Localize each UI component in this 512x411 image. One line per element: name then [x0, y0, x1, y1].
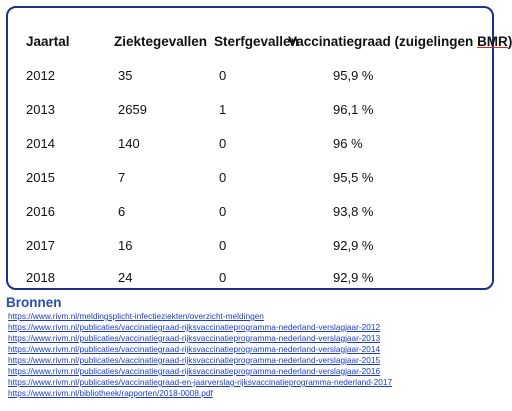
- header-deaths: Sterfgevallen: [214, 34, 299, 49]
- row-2014-deaths: 0: [219, 136, 227, 151]
- row-2014-cases: 140: [118, 136, 140, 151]
- row-2016-deaths: 0: [219, 204, 227, 219]
- row-2012-cases: 35: [118, 68, 133, 83]
- row-2017-deaths: 0: [219, 238, 227, 253]
- sources-list: [8, 311, 392, 399]
- row-2013-year: 2013: [26, 102, 55, 117]
- row-2015-year: 2015: [26, 170, 55, 185]
- header-vaccination: [288, 34, 512, 49]
- row-2015-cases: 7: [118, 170, 126, 185]
- source-link-2016[interactable]: https://www.rivm.nl/publicaties/vaccinatiegraad-rijksvaccinatieprogramma-nederland-verslagjaar-2016: [8, 366, 381, 376]
- header-vaccination-suffix: ): [507, 34, 512, 49]
- source-link-2017[interactable]: https://www.rivm.nl/publicaties/vaccinatiegraad-en-jaarverslag-rijksvaccinatieprogramma-nederland-2017: [8, 377, 393, 387]
- row-2012-year: 2012: [26, 68, 55, 83]
- row-2016-cases: 6: [118, 204, 126, 219]
- row-2014-year: 2014: [26, 136, 55, 151]
- row-2016-year: 2016: [26, 204, 55, 219]
- header-vaccination-bmr: BMR: [477, 34, 508, 49]
- row-2012-deaths: 0: [219, 68, 227, 83]
- row-2016-vacc: 93,8 %: [333, 204, 374, 219]
- sources-title: Bronnen: [6, 295, 62, 310]
- row-2013-cases: 2659: [118, 102, 147, 117]
- row-2017-year: 2017: [26, 238, 55, 253]
- source-link-2014[interactable]: https://www.rivm.nl/publicaties/vaccinatiegraad-rijksvaccinatieprogramma-nederland-verslagjaar-2014: [8, 344, 381, 354]
- header-cases: Ziektegevallen: [114, 34, 208, 49]
- source-link-2013[interactable]: https://www.rivm.nl/publicaties/vaccinatiegraad-rijksvaccinatieprogramma-nederland-verslagjaar-2013: [8, 333, 381, 343]
- source-link-2015[interactable]: https://www.rivm.nl/publicaties/vaccinatiegraad-rijksvaccinatieprogramma-nederland-verslagjaar-2015: [8, 355, 381, 365]
- row-2018-vacc: 92,9 %: [333, 270, 374, 285]
- row-2013-vacc: 96,1 %: [333, 102, 374, 117]
- row-2018-cases: 24: [118, 270, 133, 285]
- header-vaccination-prefix: Vaccinatiegraad (zuigelingen: [288, 34, 478, 49]
- source-link-2018-pdf[interactable]: https://www.rivm.nl/bibliotheek/rapporten/2018-0008.pdf: [8, 388, 213, 398]
- row-2017-vacc: 92,9 %: [333, 238, 374, 253]
- header-year: Jaartal: [26, 34, 70, 49]
- row-2013-deaths: 1: [219, 102, 227, 117]
- row-2012-vacc: 95,9 %: [333, 68, 374, 83]
- row-2014-vacc: 96 %: [333, 136, 363, 151]
- row-2018-deaths: 0: [219, 270, 227, 285]
- row-2017-cases: 16: [118, 238, 133, 253]
- row-2015-vacc: 95,5 %: [333, 170, 374, 185]
- source-link-meldingen[interactable]: https://www.rivm.nl/meldingsplicht-infectieziekten/overzicht-meldingen: [8, 311, 264, 321]
- row-2015-deaths: 0: [219, 170, 227, 185]
- row-2018-year: 2018: [26, 270, 55, 285]
- measles-table: [6, 6, 512, 290]
- source-link-2012[interactable]: https://www.rivm.nl/publicaties/vaccinatiegraad-rijksvaccinatieprogramma-nederland-verslagjaar-2012: [8, 322, 381, 332]
